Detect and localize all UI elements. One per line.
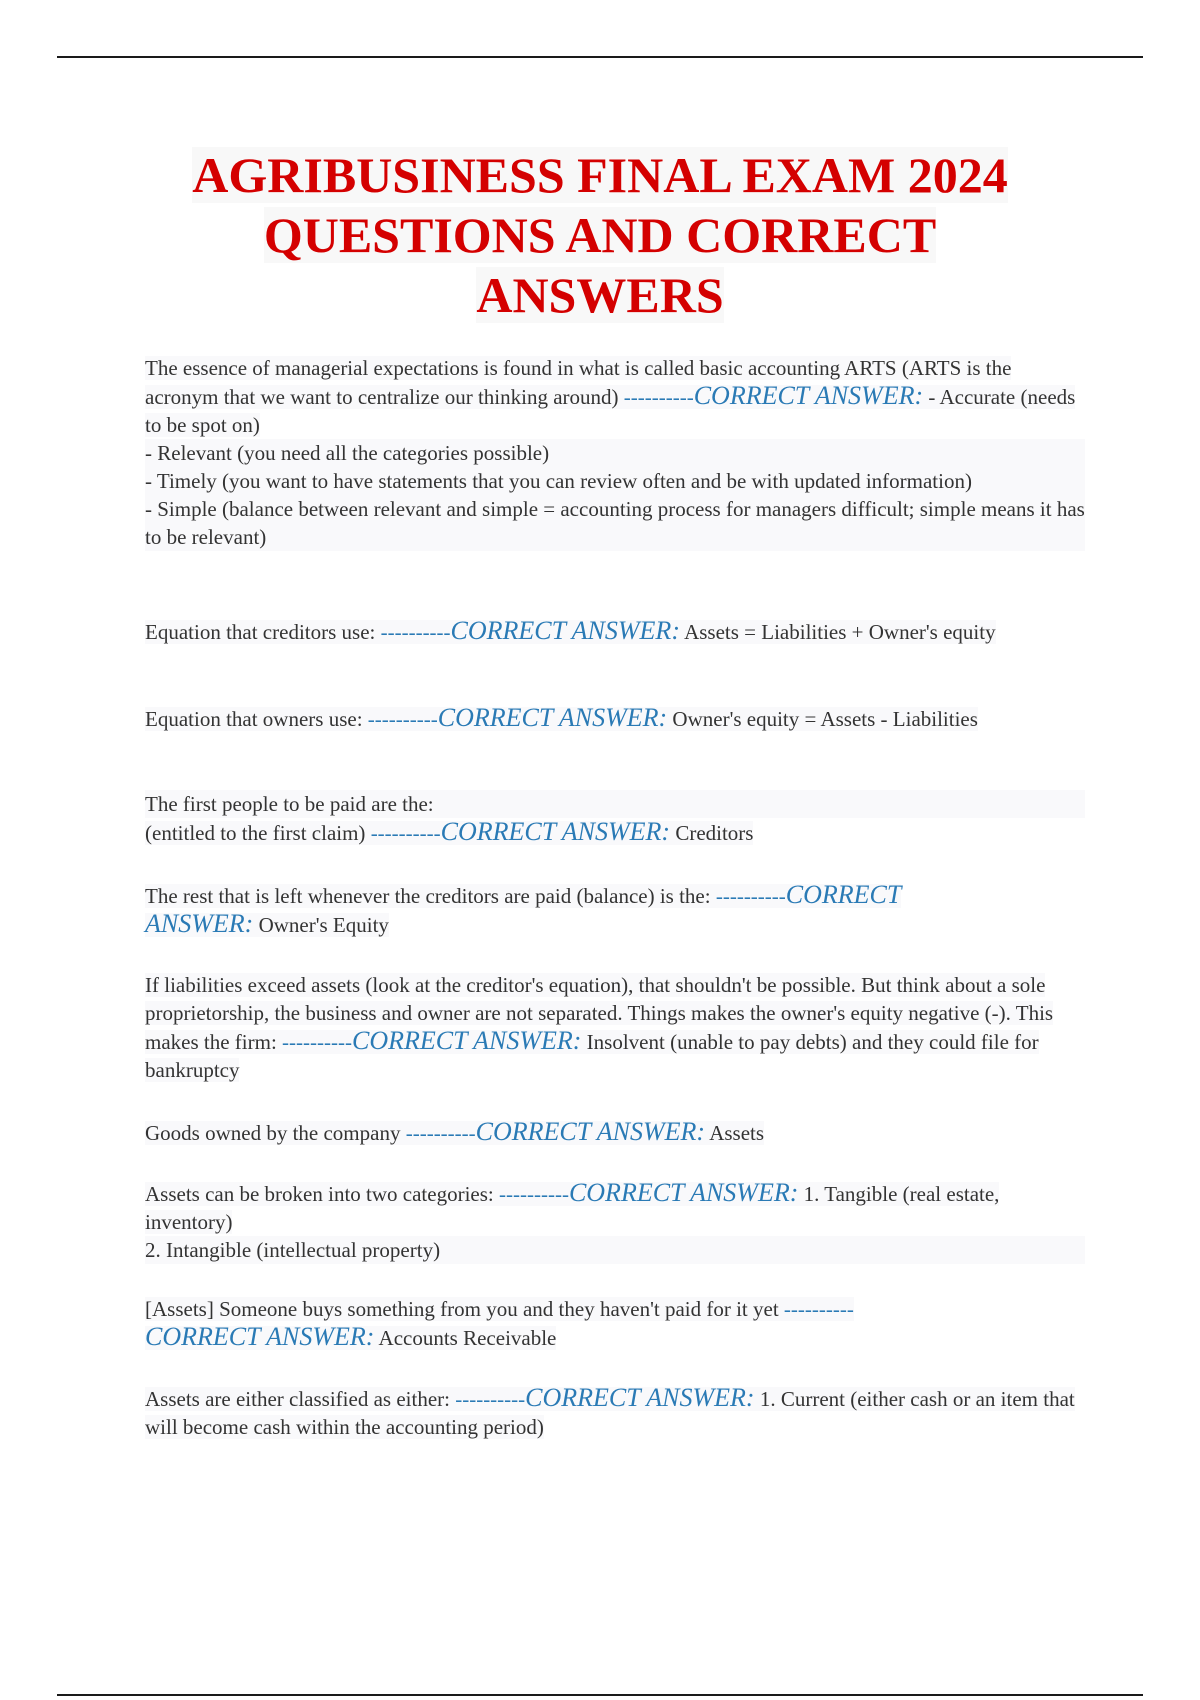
qa-item-2 [145,617,1085,646]
question-text: Assets are either classified as either: [145,1387,450,1411]
qa-item-9 [145,1295,1085,1352]
answer-separator: ---------- [282,1030,352,1054]
answer-text: Assets = Liabilities + Owner's equity [684,620,996,644]
answer-separator: ---------- [405,1121,476,1145]
answer-text: Owner's Equity [258,913,389,937]
answer-text: Accounts Receivable [378,1326,557,1350]
answer-separator: ---------- [623,385,694,409]
title-line-3: ANSWERS [476,267,724,323]
qa-item-5 [145,881,1085,939]
qa-item-1 [145,354,1085,551]
qa-item-10 [145,1384,1085,1441]
qa-item-3 [145,704,1085,733]
title-line-1: AGRIBUSINESS FINAL EXAM 2024 [192,147,1008,203]
answer-label: CORRECT ANSWER: [475,1117,706,1146]
answer-text: 1. Current (either cash or an item that will become cash within the accounting period) [145,1387,1075,1439]
answer-line: - Simple (balance between relevant and simple = accounting process for managers difficult; simple means it has to be relevant) [145,497,1085,549]
qa-item-6 [145,971,1085,1084]
question-text: Equation that creditors use: [145,620,376,644]
answer-line: 2. Intangible (intellectual property) [145,1236,1085,1264]
question-text: If liabilities exceed assets (look at the creditor's equation), that shouldn't be possible. But think about a sole proprietorship, the business and owner are not separated. Things makes the owner's equity negative (-). This makes the firm: [145,973,1054,1054]
answer-label-part-1: CORRECT [785,880,902,909]
answer-separator: ---------- [370,821,441,845]
answer-label: CORRECT ANSWER: [450,616,680,645]
answer-label: CORRECT ANSWER: [145,1322,375,1351]
answer-text: Insolvent (unable to pay debts) and they could file for bankruptcy [145,1030,1039,1082]
qa-item-4 [145,790,1085,847]
title-line-2: QUESTIONS AND CORRECT [263,207,937,263]
question-text: (entitled to the first claim) [145,821,366,845]
answer-line: - Relevant (you need all the categories possible) [145,439,1085,467]
question-text: Assets can be broken into two categories: [145,1182,494,1206]
answer-text: Creditors [675,821,754,845]
answer-line: 1. Tangible (real estate, inventory) [145,1182,1000,1234]
question-text: The essence of managerial expectations is found in what is called basic accounting ARTS (ARTS is the acronym that we want to centralize our thinking around) [145,356,1012,409]
question-text: [Assets] Someone buys something from you and they haven't paid for it yet [145,1297,779,1321]
top-rule [57,56,1143,58]
question-text: Goods owned by the company [145,1121,401,1145]
question-text: The rest that is left whenever the creditors are paid (balance) is the: [145,884,711,908]
answer-separator: ---------- [380,620,451,644]
bottom-rule [57,1694,1143,1696]
answer-separator: ---------- [455,1387,526,1411]
answer-label: CORRECT ANSWER: [437,703,668,732]
answer-label: CORRECT ANSWER: [693,381,924,410]
answer-separator: ---------- [783,1297,854,1321]
answer-label: CORRECT ANSWER: [440,817,671,846]
answer-label: CORRECT ANSWER: [568,1178,799,1207]
answer-line: - Accurate (needs to be spot on) [145,385,1076,437]
qa-item-7 [145,1118,1085,1147]
qa-item-8 [145,1179,1085,1264]
document-title [100,145,1100,325]
question-text: The first people to be paid are the: [145,790,1085,818]
answer-text: Owner's equity = Assets - Liabilities [672,707,978,731]
answer-separator: ---------- [499,1182,569,1206]
answer-label: CORRECT ANSWER: [525,1383,755,1412]
answer-separator: ---------- [367,707,438,731]
answer-separator: ---------- [715,884,786,908]
answer-line: - Timely (you want to have statements that you can review often and be with updated information) [145,467,1085,495]
answer-text: Assets [709,1121,765,1145]
answer-label: CORRECT ANSWER: [351,1026,582,1055]
answer-label-part-2: ANSWER: [145,909,254,938]
question-text: Equation that owners use: [145,707,363,731]
